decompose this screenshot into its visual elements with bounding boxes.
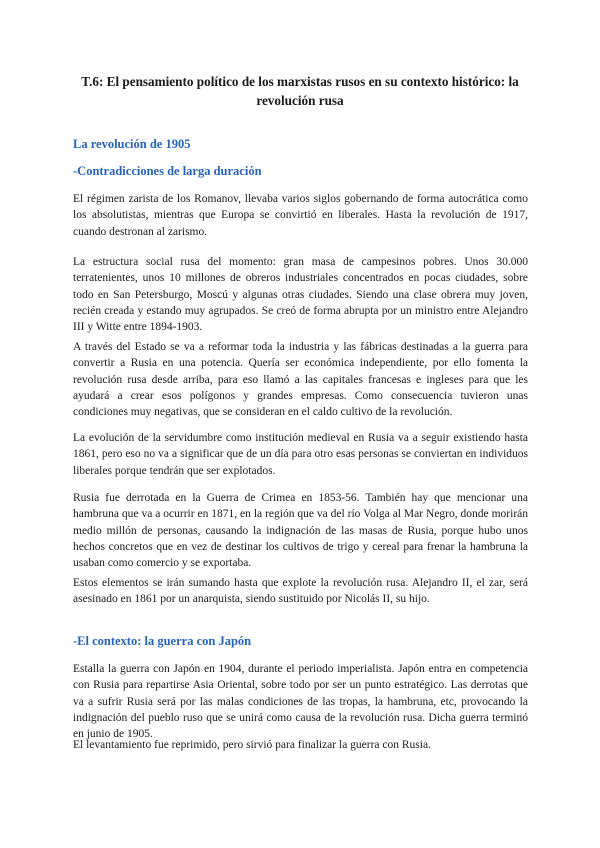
- paragraph-elementos: Estos elementos se irán sumando hasta que explote la revolución rusa. Alejandro II, el zar, será asesinado en 1861 por un anarquista, siendo sustituido por Nicolás II, su hijo.: [73, 577, 528, 606]
- section-heading-revolucion-1905: La revolución de 1905: [73, 137, 191, 151]
- paragraph-servidumbre: La evolución de la servidumbre como institución medieval en Rusia va a seguir existiendo hasta 1861, pero eso no va a significar que de un día para otro esas personas se conviertan en individuos liberales porque tendrán que ser explotados.: [73, 432, 528, 477]
- subheading-guerra-japon: -El contexto: la guerra con Japón: [73, 634, 252, 648]
- paragraph-guerra-japon: Estalla la guerra con Japón en 1904, durante el periodo imperialista. Japón entra en competencia con Rusia para repartirse Asia Oriental, sobre todo por ser un punto estratégico. Las derrotas que va a sufrir Rusia será por las malas condiciones de las tropas, la hambruna, etc, provocando la indignación del pueblo ruso que se unirá como causa de la revolución rusa. Dicha guerra terminó en junio de 1905.: [73, 663, 528, 741]
- paragraph-estructura-social: La estructura social rusa del momento: gran masa de campesinos pobres. Unos 30.000 terratenientes, unos 10 millones de obreros industriales concentrados en pocas ciudades, sobre todo en San Petersburgo, Moscú y algunas otras ciudades. Siendo una clase obrera muy joven, recién creada y estando muy agrupados. Se creó de forma abrupta por un ministro entre Alejandro III y Witte entre 1894-1903.: [73, 256, 528, 334]
- document-title: T.6: El pensamiento político de los marxistas rusos en su contexto histórico: la revolución rusa: [81, 74, 519, 108]
- paragraph-regimen-zarista: El régimen zarista de los Romanov, llevaba varios siglos gobernando de forma autocrática como los absolutistas, mientras que Europa se convirtió en liberales. Hasta la revolución de 1917, cuando destronan al zarismo.: [73, 193, 528, 238]
- paragraph-guerra-crimea: Rusia fue derrotada en la Guerra de Crimea en 1853-56. También hay que mencionar una hambruna que va a ocurrir en 1871, en la región que va del río Volga al Mar Negro, donde morirán medio millón de personas, causando la indignación de las masas de Rusia, porque hubo unos hechos concretos que en vez de destinar los cultivos de trigo y cereal para frenar la hambruna la usaban como comercio y se exportaba.: [73, 492, 528, 570]
- paragraph-levantamiento: El levantamiento fue reprimido, pero sirvió para finalizar la guerra con Rusia.: [73, 739, 431, 751]
- subheading-contradicciones: -Contradicciones de larga duración: [73, 164, 262, 178]
- paragraph-reforma-estado: A través del Estado se va a reformar toda la industria y las fábricas destinadas a la guerra para convertir a Rusia en una potencia. Quería ser económica independiente, por ello fomenta la revolución rusa desde arriba, para eso llamó a las capitales francesas e ingleses para que les ayudará a crear esos polígonos y grandes empresas. Como consecuencia tuvieron unas condiciones muy negativas, que se consideran en el caldo cultivo de la revolución.: [73, 341, 528, 419]
